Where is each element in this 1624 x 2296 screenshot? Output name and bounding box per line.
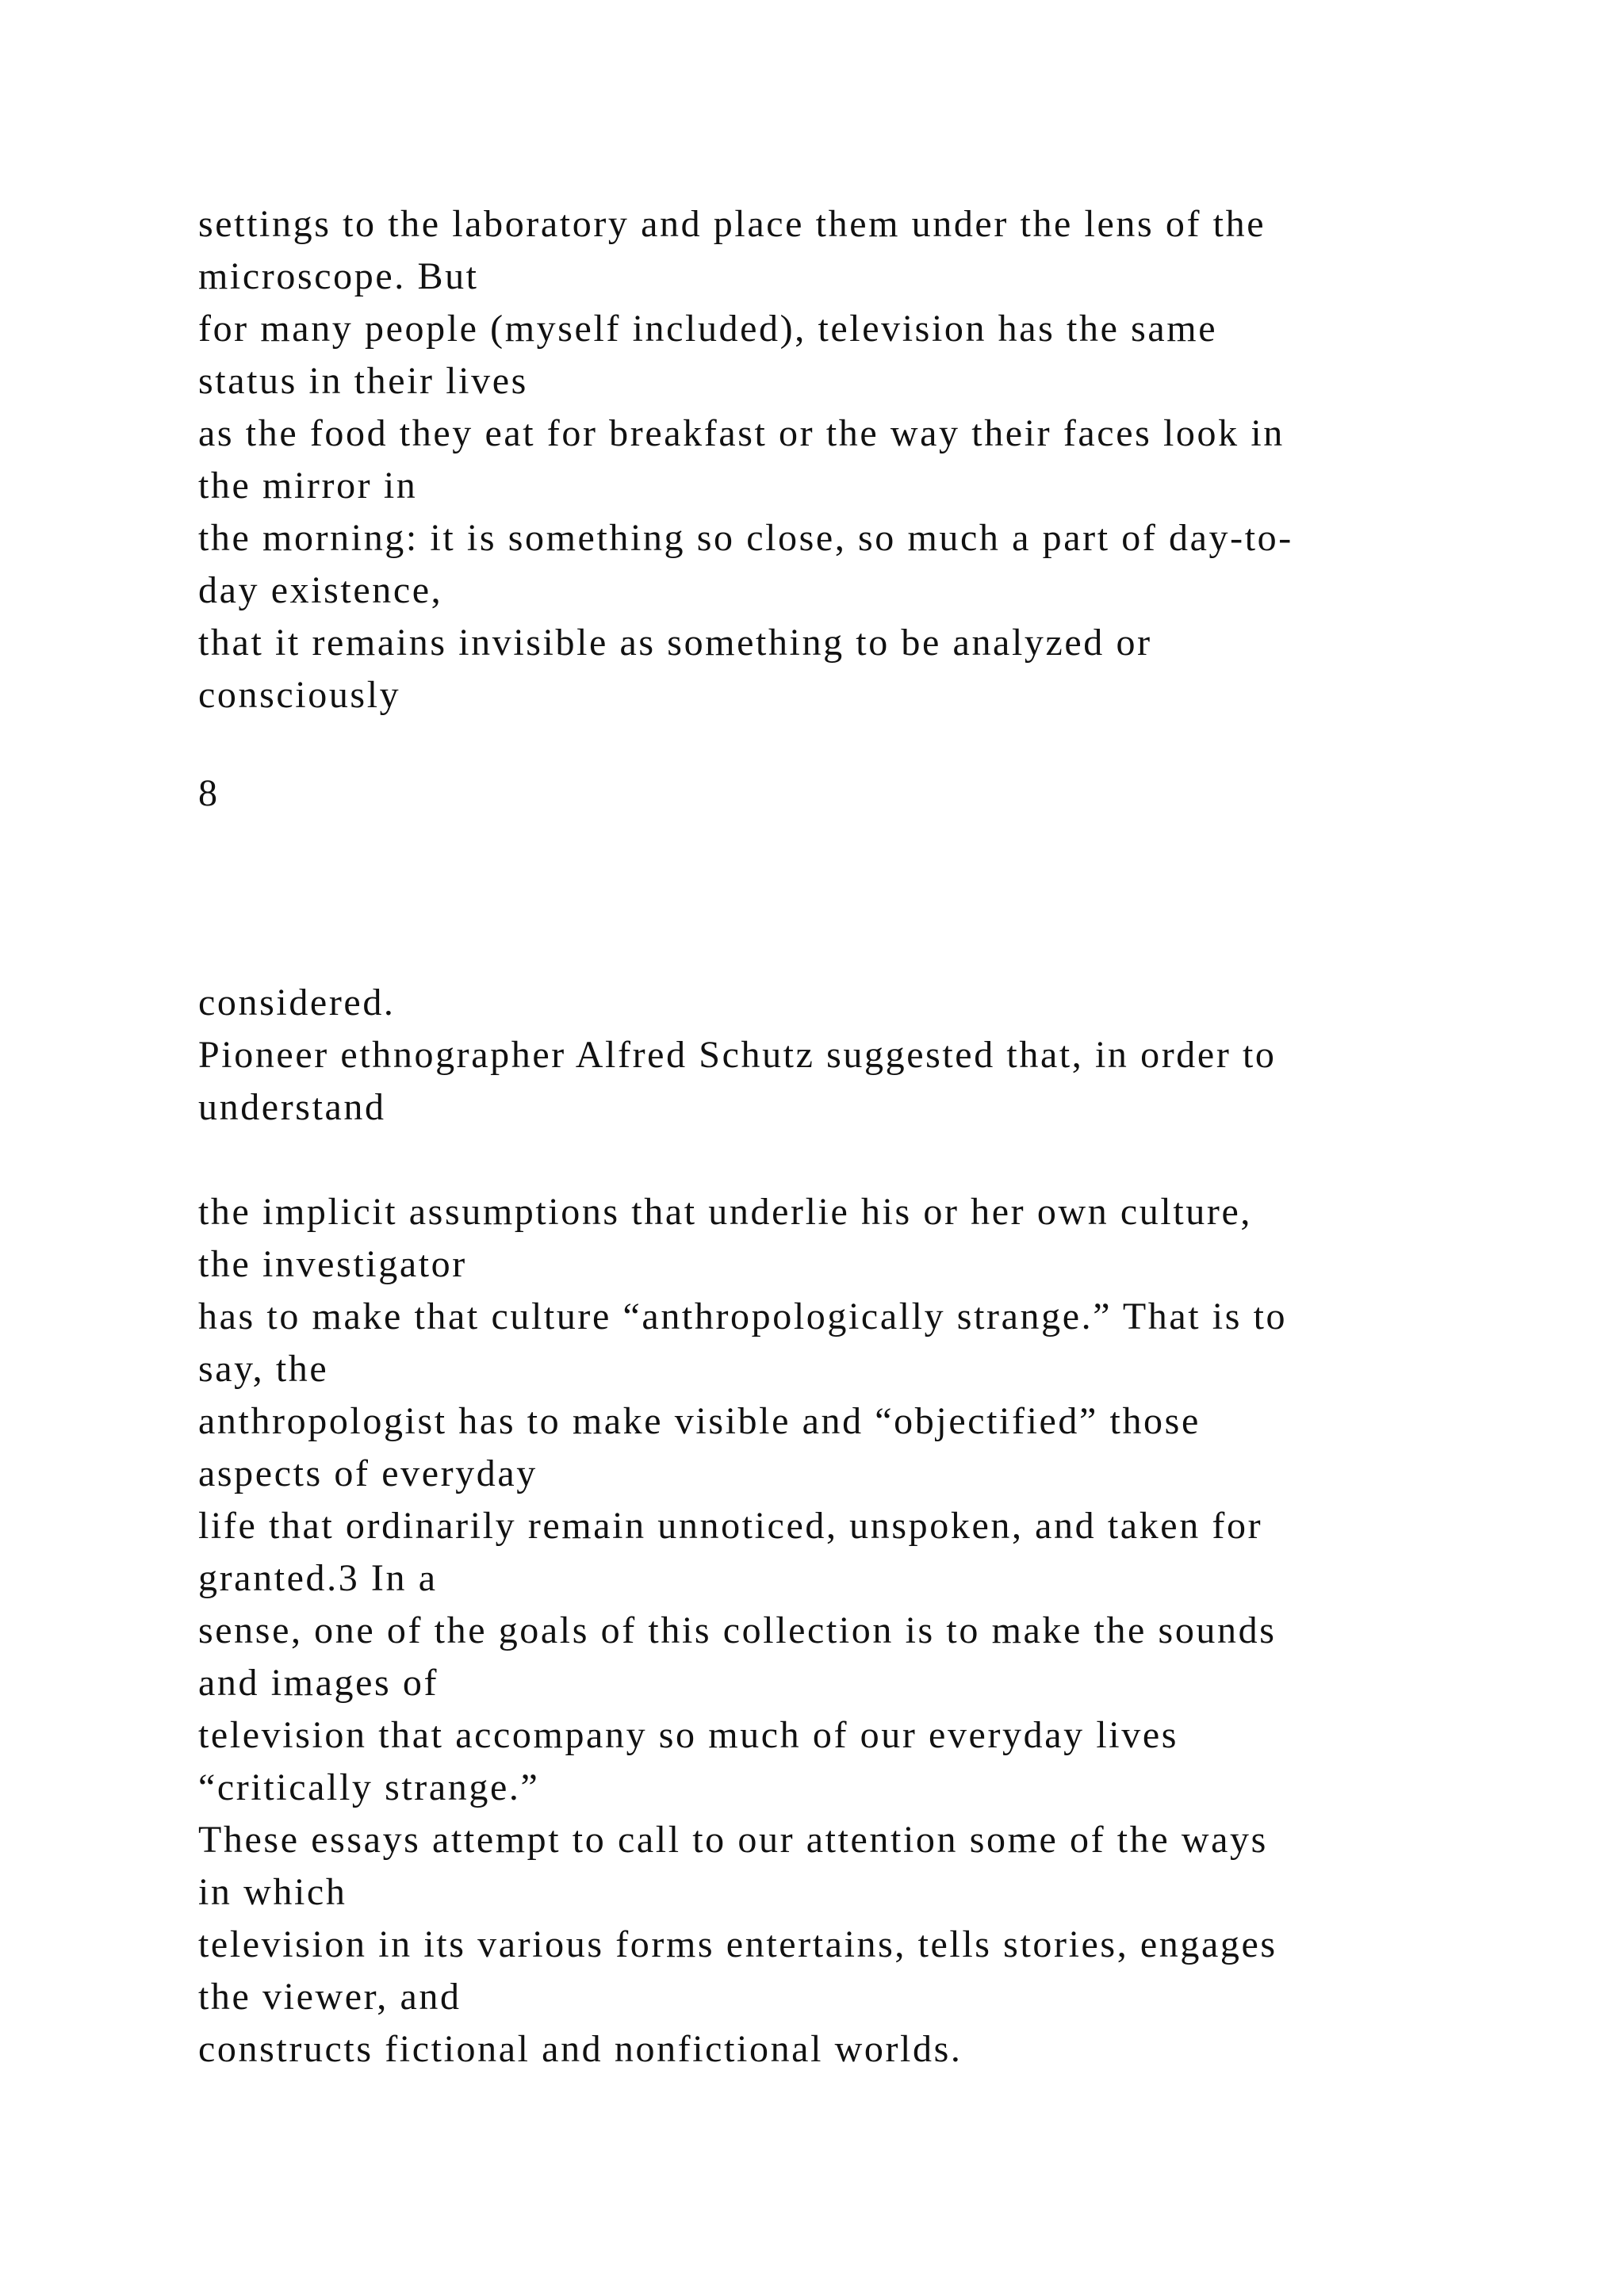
text-line: as the food they eat for breakfast or the way their faces look in <box>198 412 1285 454</box>
text-line: Pioneer ethnographer Alfred Schutz suggested that, in order to <box>198 1034 1277 1076</box>
text-line: that it remains invisible as something to be analyzed or <box>198 622 1152 664</box>
text-line: status in their lives <box>198 360 528 402</box>
text-block-1 <box>198 198 1293 721</box>
text-line: television in its various forms entertains, tells stories, engages <box>198 1923 1277 1965</box>
text-line: has to make that culture “anthropologically strange.” That is to <box>198 1295 1288 1337</box>
text-line: the viewer, and <box>198 1976 462 2018</box>
text-line: anthropologist has to make visible and “objectified” those <box>198 1400 1201 1442</box>
text-line: constructs fictional and nonfictional worlds. <box>198 2028 963 2070</box>
text-line: the morning: it is something so close, so much a part of day-to- <box>198 517 1293 559</box>
text-line: say, the <box>198 1348 329 1390</box>
text-line: the investigator <box>198 1243 467 1285</box>
text-line: sense, one of the goals of this collection is to make the sounds <box>198 1609 1277 1651</box>
text-line: and images of <box>198 1662 439 1704</box>
text-line: day existence, <box>198 569 443 611</box>
text-line: aspects of everyday <box>198 1452 538 1494</box>
text-line: settings to the laboratory and place them under the lens of the <box>198 203 1266 245</box>
text-line: microscope. But <box>198 255 479 297</box>
text-line: the mirror in <box>198 465 418 507</box>
page-number <box>198 767 220 820</box>
text-line: in which <box>198 1871 347 1913</box>
text-line: considered. <box>198 982 396 1024</box>
text-line: consciously <box>198 674 401 716</box>
text-block-3 <box>198 1186 1287 2076</box>
page-number-text: 8 <box>198 772 220 814</box>
text-line: life that ordinarily remain unnoticed, unspoken, and taken for <box>198 1505 1263 1547</box>
text-line: the implicit assumptions that underlie his or her own culture, <box>198 1191 1252 1233</box>
text-block-2 <box>198 977 1277 1134</box>
text-line: television that accompany so much of our everyday lives <box>198 1714 1179 1756</box>
text-line: understand <box>198 1086 386 1128</box>
text-line: granted.3 In a <box>198 1557 438 1599</box>
text-line: These essays attempt to call to our attention some of the ways <box>198 1819 1268 1861</box>
text-line: for many people (myself included), television has the same <box>198 308 1218 350</box>
text-line: “critically strange.” <box>198 1766 540 1808</box>
